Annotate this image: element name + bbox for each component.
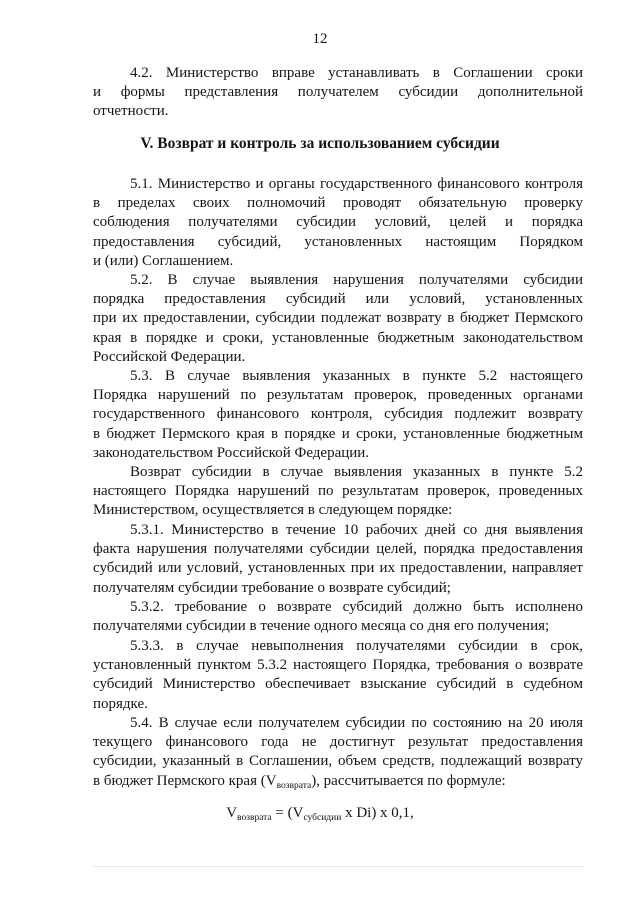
- text-line: 5.3.1. Министерство в течение 10 рабочих дней со дня выявления: [130, 522, 583, 538]
- paragraph-5-1: [93, 175, 583, 271]
- paragraph-return: [93, 463, 583, 521]
- text-line: края в порядке и сроки, установленные бюджетным законодательством: [93, 329, 583, 346]
- text-line: 5.3.2. требование о возврате субсидий должно быть исполнено: [130, 599, 583, 615]
- paragraph-5-4: [93, 714, 583, 791]
- text-line: отчетности.: [93, 103, 169, 120]
- paragraph-5-3: [93, 367, 583, 463]
- text-line: Возврат субсидии в случае выявления указанных в пункте 5.2: [130, 464, 583, 480]
- text-line: и формы представления получателем субсидии дополнительной: [93, 84, 583, 101]
- text-line: установленный пунктом 5.3.2 настоящего Порядка, требования о возврате: [93, 657, 583, 674]
- text-line-with-subscript: [93, 772, 583, 791]
- formula-subscript: возврата: [237, 813, 272, 823]
- footer-rule: [93, 866, 583, 867]
- text-line: и (или) Соглашением.: [93, 252, 234, 269]
- text-line: получателями субсидии в течение одного месяца со дня его получения;: [93, 618, 550, 635]
- text-line: 5.3.3. в случае невыполнения получателями субсидии в срок,: [130, 638, 583, 654]
- formula: [0, 804, 640, 823]
- formula-text: x Di) x 0,1,: [341, 805, 414, 821]
- paragraph-4-2: [93, 64, 583, 122]
- paragraph-5-3-3: [93, 637, 583, 714]
- text-line: текущего финансового года не достигнут результат предоставления: [93, 734, 583, 751]
- text-line: 5.1. Министерство и органы государственного финансового контроля: [130, 176, 583, 192]
- paragraph-5-3-2: [93, 598, 583, 636]
- text-line: 5.2. В случае выявления нарушения получателями субсидии: [130, 272, 583, 288]
- text-line: порядка предоставления субсидий или условий, установленных: [93, 291, 583, 308]
- text-line: предоставления субсидий, установленных настоящим Порядком: [93, 233, 583, 250]
- text-line: порядке.: [93, 695, 148, 712]
- text-line: соблюдения получателями субсидии условий, целей и порядка: [93, 214, 583, 231]
- formula-text: = (V: [271, 805, 304, 821]
- text-line: Российской Федерации.: [93, 348, 246, 365]
- text-line: Министерством, осуществляется в следующем порядке:: [93, 502, 453, 519]
- text-line: Порядка нарушений по результатам проверок, проведенных органами: [93, 387, 583, 404]
- text-line: субсидий Министерство обеспечивает взыскание субсидий в судебном: [93, 676, 583, 693]
- text-line: настоящего Порядка нарушений по результатам проверок, проведенных: [93, 483, 583, 500]
- text-line: 5.3. В случае выявления указанных в пункте 5.2 настоящего: [130, 368, 583, 384]
- text-line: 4.2. Министерство вправе устанавливать в Соглашении сроки: [130, 65, 583, 81]
- text-line: получателям субсидии требование о возврате субсидий;: [93, 579, 451, 596]
- text-line: законодательством Российской Федерации.: [93, 444, 370, 461]
- paragraph-5-3-1: [93, 521, 583, 598]
- text-line: при их предоставлении, субсидии подлежат возврату в бюджет Пермского: [93, 310, 583, 327]
- text-line: в бюджет Пермского края в порядке и сроки, установленные бюджетным: [93, 425, 583, 442]
- text-line: субсидии, указанный в Соглашении, объем средств, подлежащий возврату: [93, 753, 583, 770]
- paragraph-5-2: [93, 271, 583, 367]
- text-line: факта нарушения получателями субсидии целей, порядка предоставления: [93, 541, 583, 558]
- formula-variable: V: [226, 805, 238, 821]
- text-fragment: в бюджет Пермского края (V: [93, 772, 277, 789]
- text-fragment: ), рассчитывается по формуле:: [311, 772, 506, 789]
- text-line: государственного финансового контроля, субсидия подлежит возврату: [93, 406, 583, 423]
- text-line: в пределах своих полномочий проводят обязательную проверку: [93, 195, 583, 212]
- text-line: субсидий или условий, установленных при их предоставлении, направляет: [93, 560, 583, 577]
- section-heading: V. Возврат и контроль за использованием субсидии: [140, 135, 500, 152]
- subscript: возврата: [276, 780, 312, 791]
- formula-subscript: субсидии: [303, 813, 342, 823]
- text-line: 5.4. В случае если получателем субсидии по состоянию на 20 июля: [130, 715, 583, 731]
- page-number: 12: [312, 31, 328, 47]
